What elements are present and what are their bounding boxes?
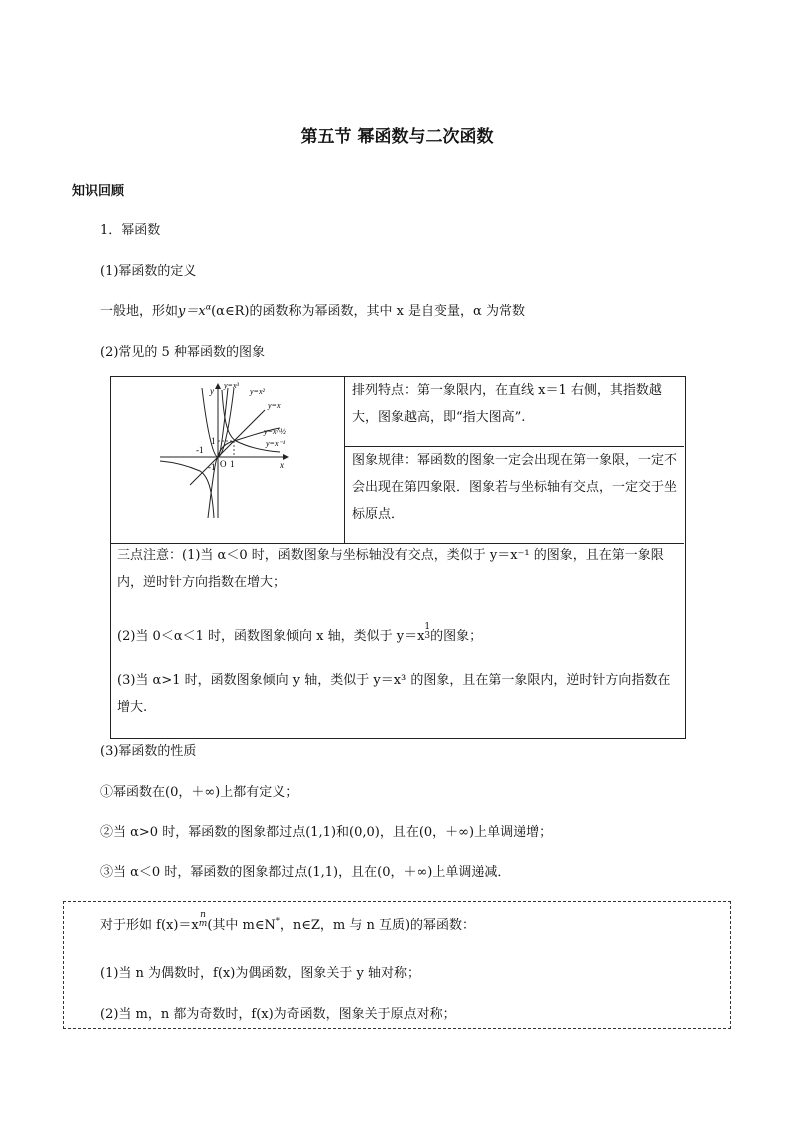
property-2: ②当 α>0 时，幂函数的图象都过点(1,1)和(0,0)，且在(0，＋∞)上单调递增； (100, 825, 553, 840)
note-box-den: m (198, 918, 208, 929)
graph-label-one-x: 1 (230, 459, 235, 469)
table-divider-vertical (344, 376, 345, 543)
note-2-text: (2)当 0＜α＜1 时，函数图象倾向 x 轴，类似于 y＝x (117, 629, 425, 644)
definition-line (100, 300, 525, 319)
definition-exponent: α (205, 302, 212, 312)
note-box-sup: * (275, 916, 280, 926)
graph-label-neg-one: -1 (196, 445, 204, 455)
definition-formula: y＝x (178, 304, 206, 319)
definition-condition: (α∈R) (211, 304, 250, 319)
item-definition: (1)幂函数的定义 (100, 264, 197, 279)
definition-suffix: 的函数称为幂函数，其中 x 是自变量，α 为常数 (249, 304, 525, 319)
graph-label-x3: y=x³ (224, 381, 239, 390)
note-2-den: 3 (424, 630, 431, 641)
note-2-suffix: 的图象； (430, 629, 483, 644)
cell-rule: 图象规律：幂函数的图象一定会出现在第一象限，一定不会出现在第四象限．图象若与坐标轴有交点，一定交于坐标原点． (352, 453, 678, 522)
item-properties: (3)幂函数的性质 (100, 744, 197, 759)
item-power-function: 1．幂函数 (100, 223, 161, 238)
power-function-graph (150, 378, 300, 528)
section-heading: 知识回顾 (72, 184, 125, 199)
graph-label-one-y: 1 (211, 436, 216, 446)
definition-prefix: 一般地，形如 (100, 304, 179, 319)
graph-label-origin: O (220, 459, 227, 469)
note-2 (117, 621, 483, 644)
property-1: ①幂函数在(0，＋∞)上都有定义； (100, 785, 299, 800)
graph-label-x: x (280, 460, 284, 470)
note-box-line-1 (100, 909, 476, 933)
note-box-line-1-a: 对于形如 f(x)＝x (100, 918, 199, 933)
note-1: 三点注意：(1)当 α＜0 时，函数图象与坐标轴没有交点，类似于 y＝x⁻¹ 的图象，且在第一象限内，逆时针方向指数在增大； (117, 548, 664, 590)
property-3: ③当 α＜0 时，幂函数的图象都过点(1,1)，且在(0，＋∞)上单调递减． (100, 865, 511, 880)
item-graphs: (2)常见的 5 种幂函数的图象 (100, 345, 265, 360)
note-box-line-1-b: (其中 m∈N (207, 918, 276, 933)
note-box-num: n (200, 909, 206, 920)
note-box-line-2: (1)当 n 为偶数时，f(x)为偶函数，图象关于 y 轴对称； (100, 966, 420, 981)
graph-label-y: y (210, 386, 214, 396)
graph-label-x: y=x (268, 401, 281, 410)
cell-arrange: 排列特点：第一象限内，在直线 x＝1 右侧，其指数越大，图象越高，即“指大图高”. (352, 383, 662, 425)
graph-label-neg-one-y: -1 (208, 462, 216, 472)
graph-label-xneg1: y=x⁻¹ (266, 439, 286, 448)
note-2-num: 1 (424, 621, 431, 632)
graph-label-xhalf: y=x^½ (264, 427, 286, 436)
note-box-line-1-c: ，n∈Z，m 与 n 互质)的幂函数： (279, 918, 476, 933)
graph-label-x2: y=x² (250, 387, 265, 396)
note-3: (3)当 α>1 时，函数图象倾向 y 轴，类似于 y＝x³ 的图象，且在第一象限内，逆时针方向指数在增大. (117, 673, 671, 715)
note-box-line-3: (2)当 m，n 都为奇数时，f(x)为奇函数，图象关于原点对称； (100, 1007, 456, 1022)
page-title: 第五节 幂函数与二次函数 (300, 127, 494, 147)
